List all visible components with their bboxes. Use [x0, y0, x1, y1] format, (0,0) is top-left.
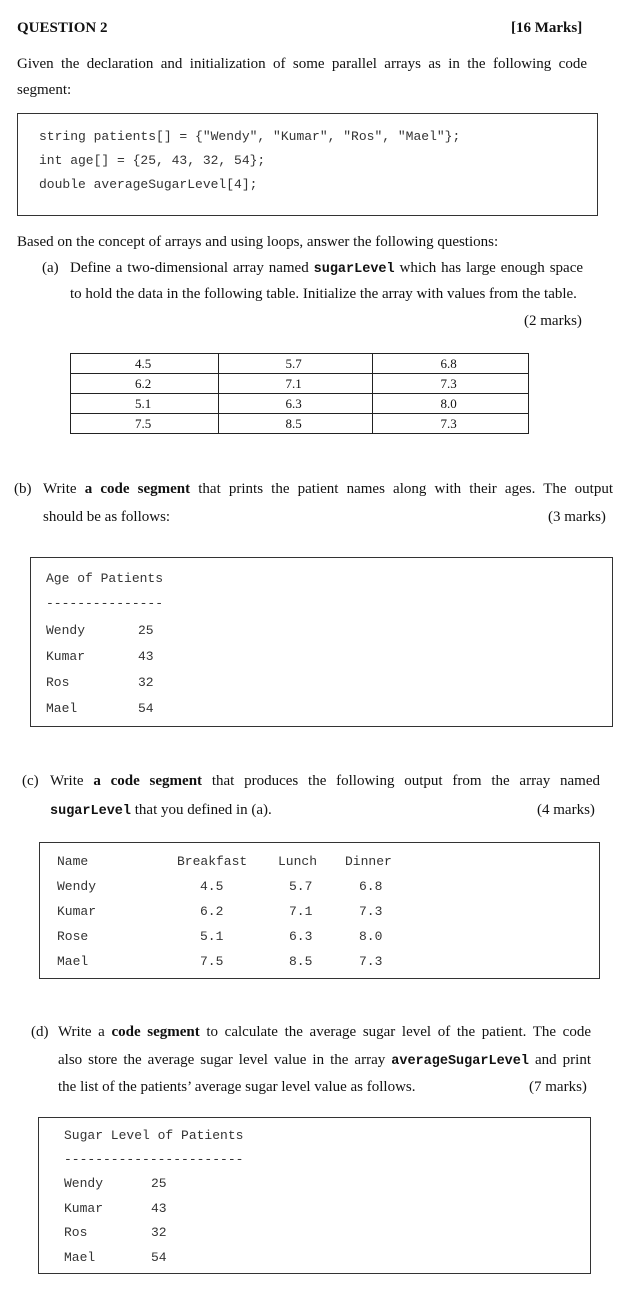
intro-line-1: Given the declaration and initialization of some parallel arrays as in the following code — [17, 56, 587, 72]
output-c-lunch-3: 8.5 — [289, 954, 313, 969]
output-d-name-3: Mael — [64, 1250, 96, 1265]
sugar-table-row — [71, 354, 529, 374]
code-line-3: double averageSugarLevel[4]; — [39, 177, 258, 192]
part-c-code-name: sugarLevel — [50, 804, 132, 819]
output-c-name-3: Mael — [57, 954, 89, 969]
part-d-marks: (7 marks) — [529, 1079, 587, 1095]
part-c-text-bold: a code segment — [93, 773, 203, 789]
part-b-text-post: that prints the patient names along with their ages. The output — [190, 481, 613, 497]
output-c-breakfast-3: 7.5 — [200, 954, 224, 969]
sugar-table-cell: 8.0 — [373, 394, 529, 414]
sugar-table — [70, 353, 529, 434]
sugar-table-row — [71, 374, 529, 394]
sugar-table-cell: 7.1 — [219, 374, 373, 394]
output-c-lunch-1: 7.1 — [289, 904, 313, 919]
output-b-age-2: 32 — [138, 675, 154, 690]
output-c-lunch-0: 5.7 — [289, 879, 313, 894]
output-b-name-2: Ros — [46, 675, 70, 690]
output-c-header-name: Name — [57, 854, 89, 869]
output-box-c — [39, 842, 600, 979]
output-b-name-3: Mael — [46, 701, 78, 716]
output-c-breakfast-0: 4.5 — [200, 879, 224, 894]
sugar-table-cell: 5.1 — [71, 394, 219, 414]
code-line-2: int age[] = {25, 43, 32, 54}; — [39, 153, 266, 168]
output-d-title: Sugar Level of Patients — [64, 1128, 244, 1143]
output-b-divider: --------------- — [46, 596, 164, 611]
output-c-lunch-2: 6.3 — [289, 929, 313, 944]
part-d-text-bold: code segment — [111, 1024, 200, 1040]
part-d-line-3: the list of the patients’ average sugar level value as follows. — [58, 1079, 416, 1095]
part-c-text-post-2: that you defined in (a). — [131, 802, 272, 818]
part-b-label: (b) — [14, 481, 32, 497]
part-c-line-2 — [50, 802, 272, 819]
sugar-table-cell: 8.5 — [219, 414, 373, 434]
output-d-name-1: Kumar — [64, 1201, 104, 1216]
sugar-table-cell: 7.5 — [71, 414, 219, 434]
output-d-value-1: 43 — [151, 1201, 167, 1216]
output-b-title: Age of Patients — [46, 571, 164, 586]
output-box-d — [38, 1117, 591, 1274]
output-c-name-1: Kumar — [57, 904, 97, 919]
sugar-table-cell: 6.3 — [219, 394, 373, 414]
output-d-value-3: 54 — [151, 1250, 167, 1265]
part-b-line-1 — [43, 481, 613, 498]
sugar-table-cell: 5.7 — [219, 354, 373, 374]
output-c-header-breakfast: Breakfast — [177, 854, 248, 869]
concept-text: Based on the concept of arrays and using loops, answer the following questions: — [17, 234, 499, 250]
output-c-dinner-2: 8.0 — [359, 929, 383, 944]
intro-line-2: segment: — [17, 82, 72, 98]
output-c-dinner-3: 7.3 — [359, 954, 383, 969]
part-c-label: (c) — [22, 773, 39, 789]
part-b-marks: (3 marks) — [548, 509, 606, 525]
code-box — [17, 113, 598, 216]
output-c-name-0: Wendy — [57, 879, 97, 894]
part-a-code-name: sugarLevel — [313, 262, 395, 277]
part-b-text-bold: a code segment — [84, 481, 191, 497]
part-d-line-1 — [58, 1024, 591, 1041]
part-c-text-post: that produces the following output from the array named — [202, 773, 600, 789]
output-b-name-1: Kumar — [46, 649, 86, 664]
output-b-name-0: Wendy — [46, 623, 86, 638]
part-a-text-post: which has large enough space — [394, 260, 584, 276]
part-d-label: (d) — [31, 1024, 49, 1040]
sugar-table-cell: 7.3 — [373, 414, 529, 434]
part-d-text2-post: and print — [528, 1052, 591, 1068]
question-marks: [16 Marks] — [511, 20, 583, 36]
output-d-value-0: 25 — [151, 1176, 167, 1191]
part-d-text2-pre: also store the average sugar level value in the array — [58, 1052, 392, 1068]
code-line-1: string patients[] = {"Wendy", "Kumar", "Ros", "Mael"}; — [39, 129, 461, 144]
output-c-dinner-0: 6.8 — [359, 879, 383, 894]
output-c-breakfast-2: 5.1 — [200, 929, 224, 944]
output-d-name-0: Wendy — [64, 1176, 104, 1191]
sugar-table-cell: 7.3 — [373, 374, 529, 394]
part-c-line-1 — [50, 773, 600, 790]
output-b-age-1: 43 — [138, 649, 154, 664]
output-c-name-2: Rose — [57, 929, 89, 944]
part-a-text-pre: Define a two-dimensional array named — [70, 260, 314, 276]
part-d-text-pre: Write a — [58, 1024, 112, 1040]
output-c-dinner-1: 7.3 — [359, 904, 383, 919]
part-a-line-1 — [70, 260, 583, 277]
part-a-line-2: to hold the data in the following table. Initialize the array with values from the table. — [70, 286, 577, 302]
output-b-age-3: 54 — [138, 701, 154, 716]
part-b-text-pre: Write — [43, 481, 85, 497]
part-b-line-2: should be as follows: — [43, 509, 171, 525]
sugar-table-cell: 4.5 — [71, 354, 219, 374]
output-d-value-2: 32 — [151, 1225, 167, 1240]
output-b-age-0: 25 — [138, 623, 154, 638]
sugar-table-row — [71, 414, 529, 434]
part-d-text-post: to calculate the average sugar level of the patient. The code — [199, 1024, 591, 1040]
output-d-divider: ----------------------- — [64, 1152, 244, 1167]
part-a-marks: (2 marks) — [524, 313, 582, 329]
output-box-b — [30, 557, 613, 727]
part-d-line-2 — [58, 1052, 591, 1069]
part-d-code-name: averageSugarLevel — [391, 1054, 529, 1069]
part-c-text-pre: Write — [50, 773, 94, 789]
part-a-label: (a) — [42, 260, 59, 276]
output-d-name-2: Ros — [64, 1225, 88, 1240]
sugar-table-cell: 6.2 — [71, 374, 219, 394]
output-c-header-lunch: Lunch — [278, 854, 318, 869]
output-c-header-dinner: Dinner — [345, 854, 392, 869]
sugar-table-cell: 6.8 — [373, 354, 529, 374]
output-c-breakfast-1: 6.2 — [200, 904, 224, 919]
question-title: QUESTION 2 — [17, 20, 108, 36]
part-c-marks: (4 marks) — [537, 802, 595, 818]
sugar-table-row — [71, 394, 529, 414]
